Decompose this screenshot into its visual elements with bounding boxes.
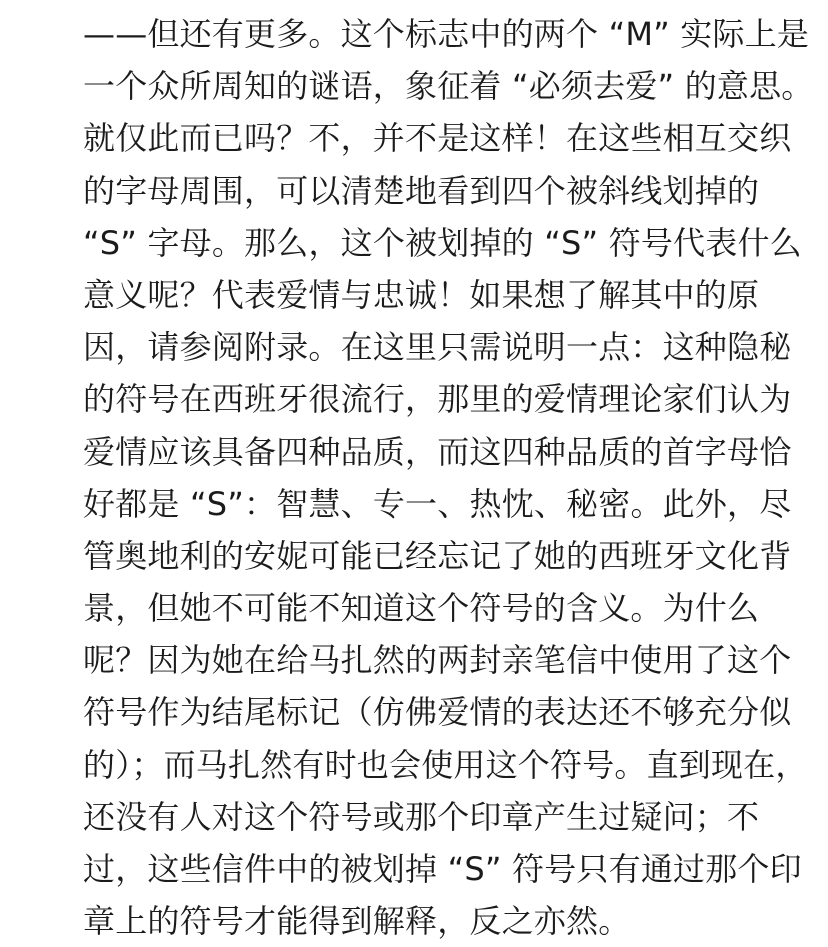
text-line: 的符号在西班牙很流行，那里的爱情理论家们认为 — [83, 380, 792, 419]
text-line: 符号作为结尾标记（仿佛爱情的表达还不够充分似 — [83, 693, 792, 732]
text-line: 还没有人对这个符号或那个印章产生过疑问；不 — [83, 797, 760, 836]
text-line: 因，请参阅附录。在这里只需说明一点：这种隐秘 — [83, 328, 792, 367]
text-line: 过，这些信件中的被划掉 “S” 符号只有通过那个印 — [83, 850, 802, 888]
text-line: 章上的符号才能得到解释，反之亦然。 — [83, 902, 631, 941]
text-line: 一个众所周知的谜语，象征着 “必须去爱” 的意思。 — [83, 67, 814, 106]
body-text — [83, 8, 814, 947]
text-line: 管奥地利的安妮可能已经忘记了她的西班牙文化背 — [83, 536, 792, 575]
text-line: 景，但她不可能不知道这个符号的含义。为什么 — [83, 589, 760, 628]
text-line: 爱情应该具备四种品质，而这四种品质的首字母恰 — [83, 432, 792, 471]
text-line: 好都是 “S”：智慧、专一、热忱、秘密。此外，尽 — [83, 484, 792, 523]
text-line: ——但还有更多。这个标志中的两个 “M” 实际上是 — [83, 15, 810, 53]
text-line: 呢？因为她在给马扎然的两封亲笔信中使用了这个 — [83, 641, 792, 680]
text-line: 的字母周围，可以清楚地看到四个被斜线划掉的 — [83, 171, 760, 210]
text-line: 意义呢？代表爱情与忠诚！如果想了解其中的原 — [83, 275, 760, 314]
text-line: 的）；而马扎然有时也会使用这个符号。直到现在， — [83, 745, 808, 784]
text-line: 就仅此而已吗？不，并不是这样！在这些相互交织 — [83, 119, 792, 158]
text-line: “S” 字母。那么，这个被划掉的 “S” 符号代表什么 — [83, 223, 802, 262]
